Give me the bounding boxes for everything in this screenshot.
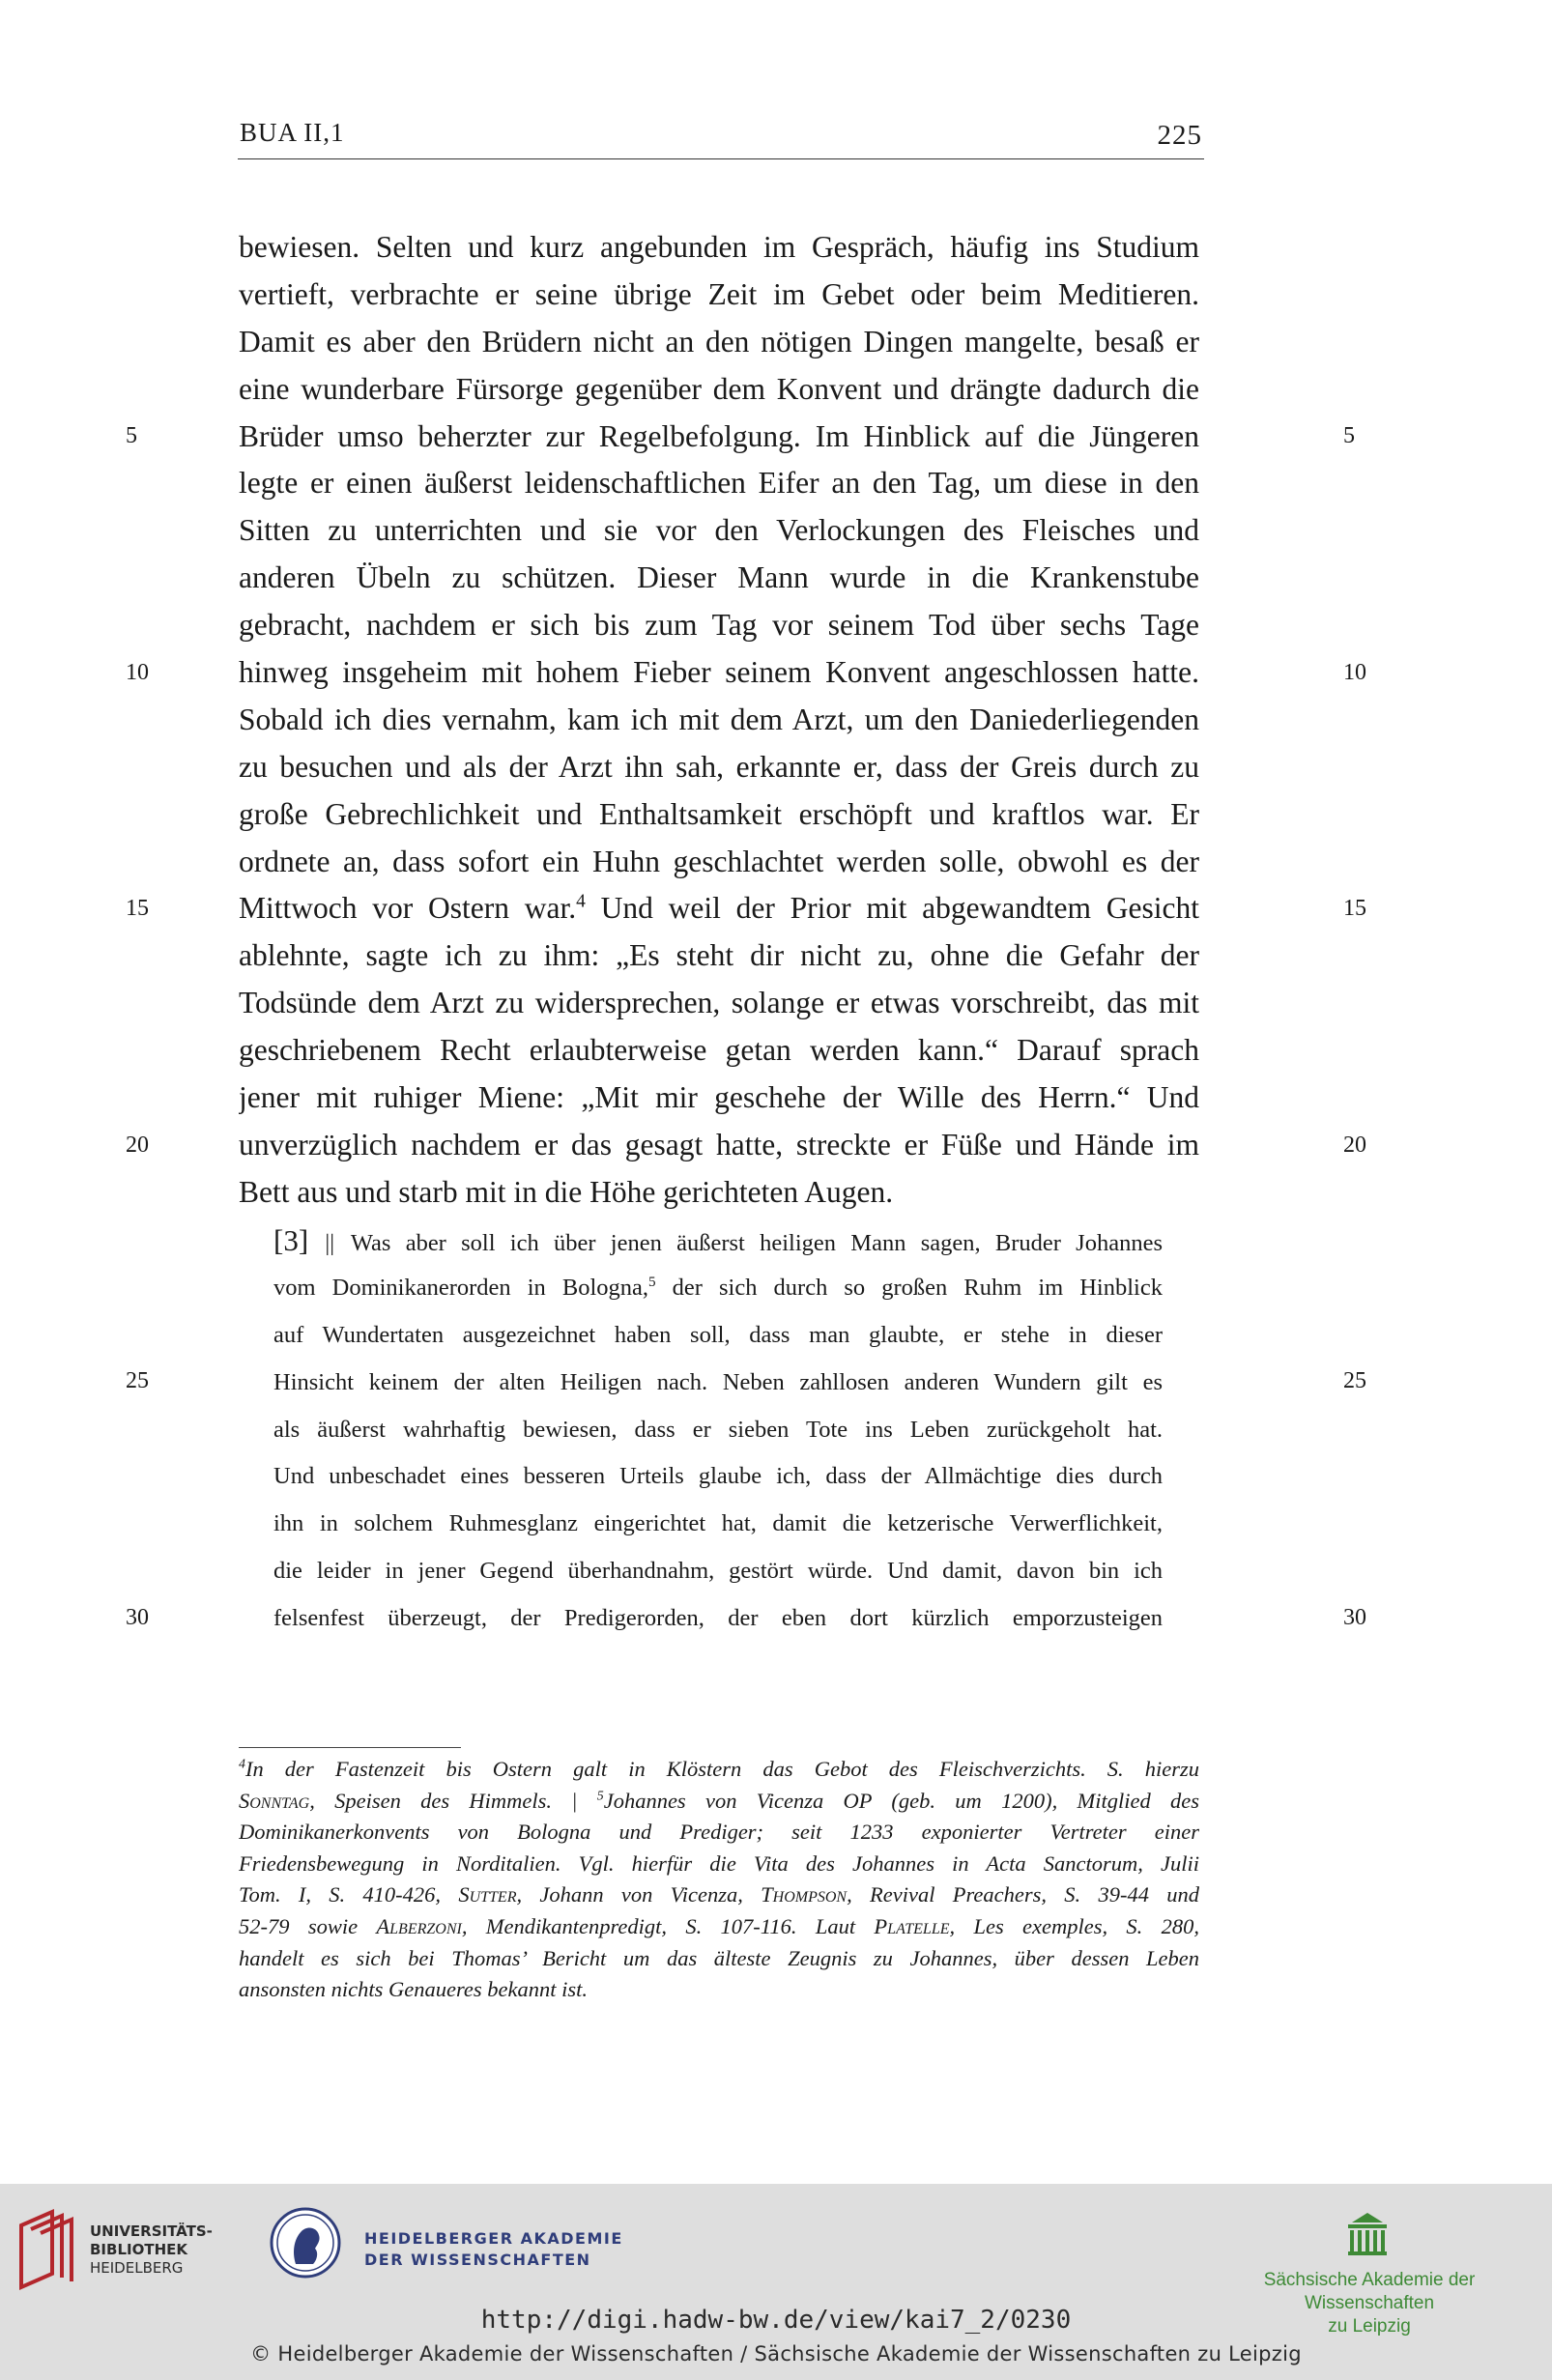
author-name: Thompson (761, 1882, 848, 1907)
text-line: bewiesen. Selten und kurz angebunden im Gespräch, häufig ins Studium (239, 230, 1199, 264)
author-name: Alberzoni (376, 1913, 462, 1938)
footnote-line: Dominikanerkonvents von Bologna und Prediger; seit 1233 exponierter Vertreter einer (239, 1820, 1199, 1845)
line-number-right: 10 (1343, 660, 1366, 685)
quote-line: Hinsicht keinem der alten Heiligen nach. Neben zahllosen anderen Wundern gilt es (273, 1368, 1163, 1395)
text-segment: , Revival Preachers, S. 39-44 und (847, 1882, 1199, 1907)
line-number-left: 30 (126, 1605, 149, 1630)
line-number-right: 20 (1343, 1133, 1366, 1158)
saw-line: zu Leipzig (1328, 2316, 1411, 2337)
running-title: BUA II,1 (240, 118, 345, 147)
saxon-academy-logo-icon[interactable] (1348, 2213, 1387, 2255)
line-number-left: 20 (126, 1133, 149, 1158)
text-segment: vom Dominikanerorden in Bologna, (273, 1274, 649, 1301)
main-text (239, 224, 1199, 1217)
text-line: geschriebenem Recht erlaubterweise getan werden kann.“ Darauf sprach (239, 1033, 1199, 1068)
ub-line: BIBLIOTHEK (90, 2241, 187, 2258)
footnote-ref-5[interactable]: 5 (648, 1273, 656, 1290)
line-number-right: 15 (1343, 896, 1366, 921)
line-number-right: 25 (1343, 1368, 1366, 1393)
line-number-left: 10 (126, 660, 149, 685)
running-head (238, 114, 1204, 159)
footnote-rule (239, 1747, 461, 1748)
footnote-line: handelt es sich bei Thomas’ Bericht um das älteste Zeugnis zu Johannes, über dessen Leben (239, 1945, 1199, 1970)
text-line: ordnete an, dass sofort ein Huhn geschlachtet werden solle, obwohl es der (239, 844, 1199, 878)
section-number: [3] (273, 1223, 309, 1257)
text-segment: Mittwoch vor Ostern war. (239, 891, 577, 926)
line-number-left: 15 (126, 896, 149, 921)
hadw-line: DER WISSENSCHAFTEN (364, 2251, 591, 2269)
text-segment: Johannes von Vicenza OP (geb. um 1200), Mitglied des (603, 1788, 1199, 1813)
university-library-logo-icon[interactable] (14, 2206, 81, 2293)
text-line: hinweg insgeheim mit hohem Fieber seinem Konvent angeschlossen hatte. (239, 655, 1199, 690)
footnote-line (239, 1754, 1199, 1786)
text-line: Sitten zu unterrichten und sie vor den Verlockungen des Fleisches und (239, 513, 1199, 548)
text-segment: , Johann von Vicenza, (516, 1882, 762, 1907)
footnote-line (239, 1879, 1199, 1911)
text-line (239, 885, 1199, 932)
text-line: Todsünde dem Arzt zu widersprechen, solange er etwas vorschreibt, das mit (239, 986, 1199, 1020)
text-segment: , Les exemples, S. 280, (949, 1913, 1199, 1938)
footnote-line (239, 1786, 1199, 1818)
permalink-url[interactable]: http://digi.hadw-bw.de/view/kai7_2/0230 (480, 2306, 1072, 2335)
text-line: Sobald ich dies vernahm, kam ich mit dem Arzt, um den Daniederliegenden (239, 702, 1199, 736)
text-line: große Gebrechlichkeit und Enthaltsamkeit erschöpft und kraftlos war. Er (239, 796, 1199, 831)
text-line: unverzüglich nachdem er das gesagt hatte, streckte er Füße und Hände im (239, 1127, 1199, 1161)
text-segment: , Mendikantenpredigt, S. 107-116. Laut (461, 1913, 875, 1938)
footnote-line: Friedensbewegung in Norditalien. Vgl. hierfür die Vita des Johannes in Acta Sanctorum, Julii (239, 1850, 1199, 1876)
author-name: Platelle (874, 1913, 950, 1938)
text-segment: 52-79 sowie (239, 1913, 377, 1938)
text-line: Brüder umso beherzter zur Regelbefolgung. Im Hinblick auf die Jüngeren (239, 418, 1199, 453)
quoted-passage (273, 1218, 1163, 1643)
footnote-line: ansonsten nichts Genaueres bekannt ist. (239, 1977, 588, 2002)
quote-line: felsenfest überzeugt, der Predigerorden, der eben dort kürzlich emporzusteigen (273, 1605, 1163, 1632)
footnote-marker-4: 4 (239, 1757, 245, 1772)
line-number-left: 25 (126, 1368, 149, 1393)
text-segment: In der Fastenzeit bis Ostern galt in Klöstern das Gebot des Fleischverzichts. S. hierzu (244, 1757, 1199, 1781)
footnote-line (239, 1911, 1199, 1943)
quote-line: die leider in jener Gegend überhandnahm, gestört würde. Und damit, davon bin ich (273, 1558, 1163, 1585)
text-line: Bett aus und starb mit in die Höhe gerichteten Augen. (239, 1174, 894, 1209)
text-line: jener mit ruhiger Miene: „Mit mir geschehe der Wille des Herrn.“ Und (239, 1080, 1199, 1115)
copyright-notice: © Heidelberger Akademie der Wissenschaften / Sächsische Akademie der Wissenschaften zu Leipzig (250, 2342, 1302, 2366)
quote-line: als äußerst wahrhaftig bewiesen, dass er sieben Tote ins Leben zurückgeholt hat. (273, 1416, 1163, 1443)
text-line: gebracht, nachdem er sich bis zum Tag vor seinem Tod über sechs Tage (239, 608, 1199, 643)
footnote-marker-5: 5 (596, 1789, 604, 1804)
footnote-ref-4[interactable]: 4 (576, 891, 586, 912)
hadw-line: HEIDELBERGER AKADEMIE (364, 2229, 623, 2248)
footnotes (239, 1754, 1199, 2006)
text-segment: Was aber soll ich über jenen äußerst heiligen Mann sagen, Bruder Johannes (336, 1230, 1163, 1256)
text-line: zu besuchen und als der Arzt ihn sah, erkannte er, dass der Greis durch zu (239, 749, 1199, 784)
page-break-marker: || (325, 1231, 335, 1256)
line-number-left: 5 (126, 423, 137, 448)
text-line: vertieft, verbrachte er seine übrige Zeit im Gebet oder beim Meditieren. (239, 276, 1199, 311)
page-number: 225 (1157, 120, 1202, 151)
text-segment: Tom. I, S. 410-426, (239, 1882, 459, 1907)
quote-line: auf Wundertaten ausgezeichnet haben soll, dass man glaubte, er stehe in dieser (273, 1321, 1163, 1348)
quote-line: Und unbeschadet eines besseren Urteils glaube ich, dass der Allmächtige dies durch (273, 1463, 1163, 1490)
text-line: ablehnte, sagte ich zu ihm: „Es steht dir nicht zu, ohne die Gefahr der (239, 938, 1199, 973)
heidelberg-academy-name[interactable] (364, 2228, 623, 2271)
quote-line (273, 1265, 1163, 1312)
university-library-name[interactable] (90, 2222, 213, 2278)
text-segment: , Speisen des Himmels. | (309, 1788, 597, 1813)
text-segment: Und weil der Prior mit abgewandtem Gesicht (585, 891, 1199, 926)
text-segment: der sich durch so großen Ruhm im Hinblick (655, 1274, 1163, 1301)
author-name: Sutter (458, 1882, 517, 1907)
ub-line: HEIDELBERG (90, 2259, 184, 2277)
text-line: legte er einen äußerst leidenschaftlichen Eifer an den Tag, um diese in den (239, 466, 1199, 501)
academy-seal-icon[interactable] (269, 2206, 342, 2280)
saw-line: Sächsische Akademie der Wissenschaften (1263, 2270, 1476, 2313)
text-line: eine wunderbare Fürsorge gegenüber dem Konvent und drängte dadurch die (239, 371, 1199, 406)
line-number-right: 30 (1343, 1605, 1366, 1630)
text-line: Damit es aber den Brüdern nicht an den nötigen Dingen mangelte, besaß er (239, 324, 1199, 358)
quote-line: ihn in solchem Ruhmesglanz eingerichtet hat, damit die ketzerische Verwerflichkeit, (273, 1510, 1163, 1537)
line-number-right: 5 (1343, 423, 1355, 448)
ub-line: UNIVERSITÄTS- (90, 2222, 213, 2240)
quote-line (273, 1218, 1163, 1265)
author-name: Sonntag (239, 1788, 310, 1813)
text-line: anderen Übeln zu schützen. Dieser Mann wurde in die Krankenstube (239, 560, 1199, 595)
